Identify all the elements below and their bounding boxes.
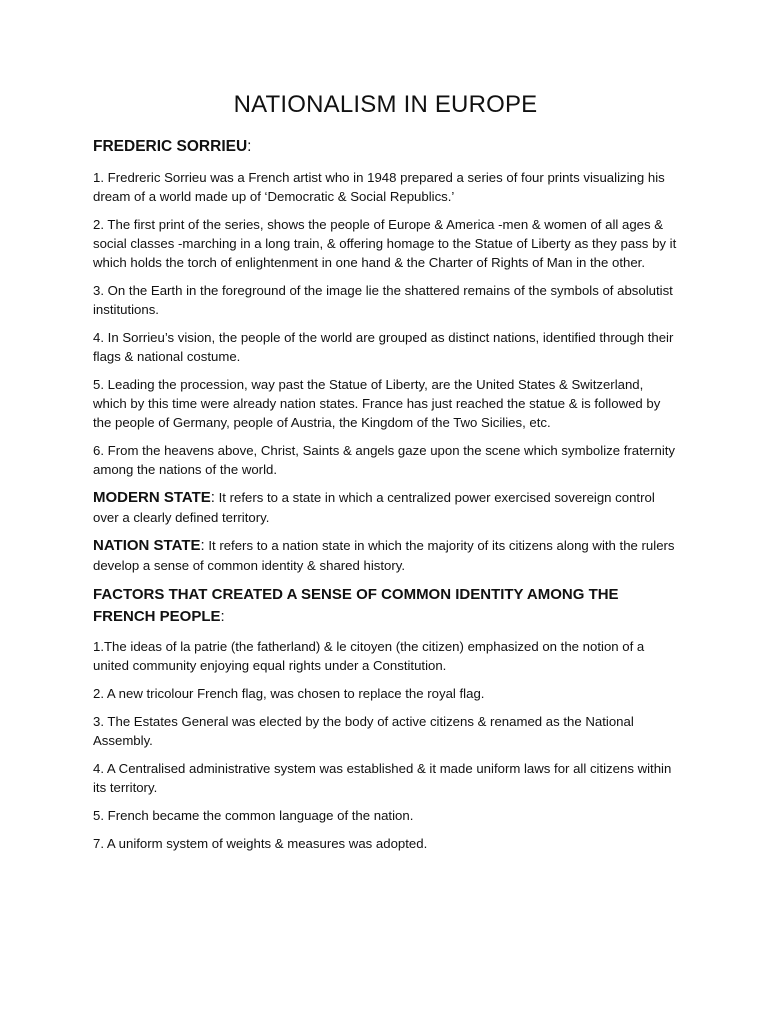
paragraph: 5. French became the common language of the nation.	[93, 808, 414, 823]
section-heading-colon: :	[247, 138, 252, 155]
section-heading-text: FREDERIC SORRIEU	[93, 138, 248, 155]
paragraph: 2. A new tricolour French flag, was chosen to replace the royal flag.	[93, 686, 485, 701]
definition-term: NATION STATE	[93, 537, 201, 554]
paragraph: 6. From the heavens above, Christ, Saints & angels gaze upon the scene which symbolize fraternity among the nations of the world.	[93, 443, 676, 477]
paragraph: 1.The ideas of la patrie (the fatherland) & le citoyen (the citizen) emphasized on the notion of a united community enjoying equal rights under a Constitution.	[93, 639, 645, 673]
definition-text: It refers to a nation state in which the majority of its citizens along with the rulers develop a sense of common identity & shared history.	[93, 538, 675, 573]
paragraph: 7. A uniform system of weights & measures was adopted.	[93, 836, 428, 851]
paragraph: 2. The first print of the series, shows the people of Europe & America -men & women of all ages & social classes -marching in a long train, & offering homage to the Statue of Liberty as they pass by it which holds the torch of enlightenment in one hand & the Charter of Rights of Man in the other.	[93, 217, 677, 270]
definition-colon: :	[200, 537, 205, 554]
section-heading-factors	[93, 584, 678, 628]
definition-nation-state	[93, 536, 678, 576]
definition-modern-state	[93, 488, 678, 528]
paragraph: 3. On the Earth in the foreground of the image lie the shattered remains of the symbols of absolutist institutions.	[93, 283, 673, 317]
definition-colon: :	[210, 489, 215, 506]
paragraph: 5. Leading the procession, way past the Statue of Liberty, are the United States & Switzerland, which by this time were already nation states. France has just reached the statue & is followed by the people of Germany, people of Austria, the Kingdom of the Two Sicilies, etc.	[93, 377, 661, 430]
definition-text: It refers to a state in which a centralized power exercised sovereign control over a clearly defined territory.	[93, 490, 655, 525]
paragraph: 4. A Centralised administrative system was established & it made uniform laws for all citizens within its territory.	[93, 761, 672, 795]
paragraph: 3. The Estates General was elected by the body of active citizens & renamed as the National Assembly.	[93, 714, 634, 748]
paragraph: 1. Fredreric Sorrieu was a French artist who in 1948 prepared a series of four prints visualizing his dream of a world made up of ‘Democratic & Social Republics.’	[93, 170, 665, 204]
paragraph: 4. In Sorrieu’s vision, the people of the world are grouped as distinct nations, identified through their flags & national costume.	[93, 330, 674, 364]
page-title: NATIONALISM IN EUROPE	[233, 91, 538, 118]
definition-term: MODERN STATE	[93, 489, 211, 506]
section-heading-text: FACTORS THAT CREATED A SENSE OF COMMON IDENTITY AMONG THE FRENCH PEOPLE	[93, 586, 619, 625]
section-heading-colon: :	[220, 608, 225, 625]
section-heading-frederic-sorrieu	[93, 136, 678, 158]
